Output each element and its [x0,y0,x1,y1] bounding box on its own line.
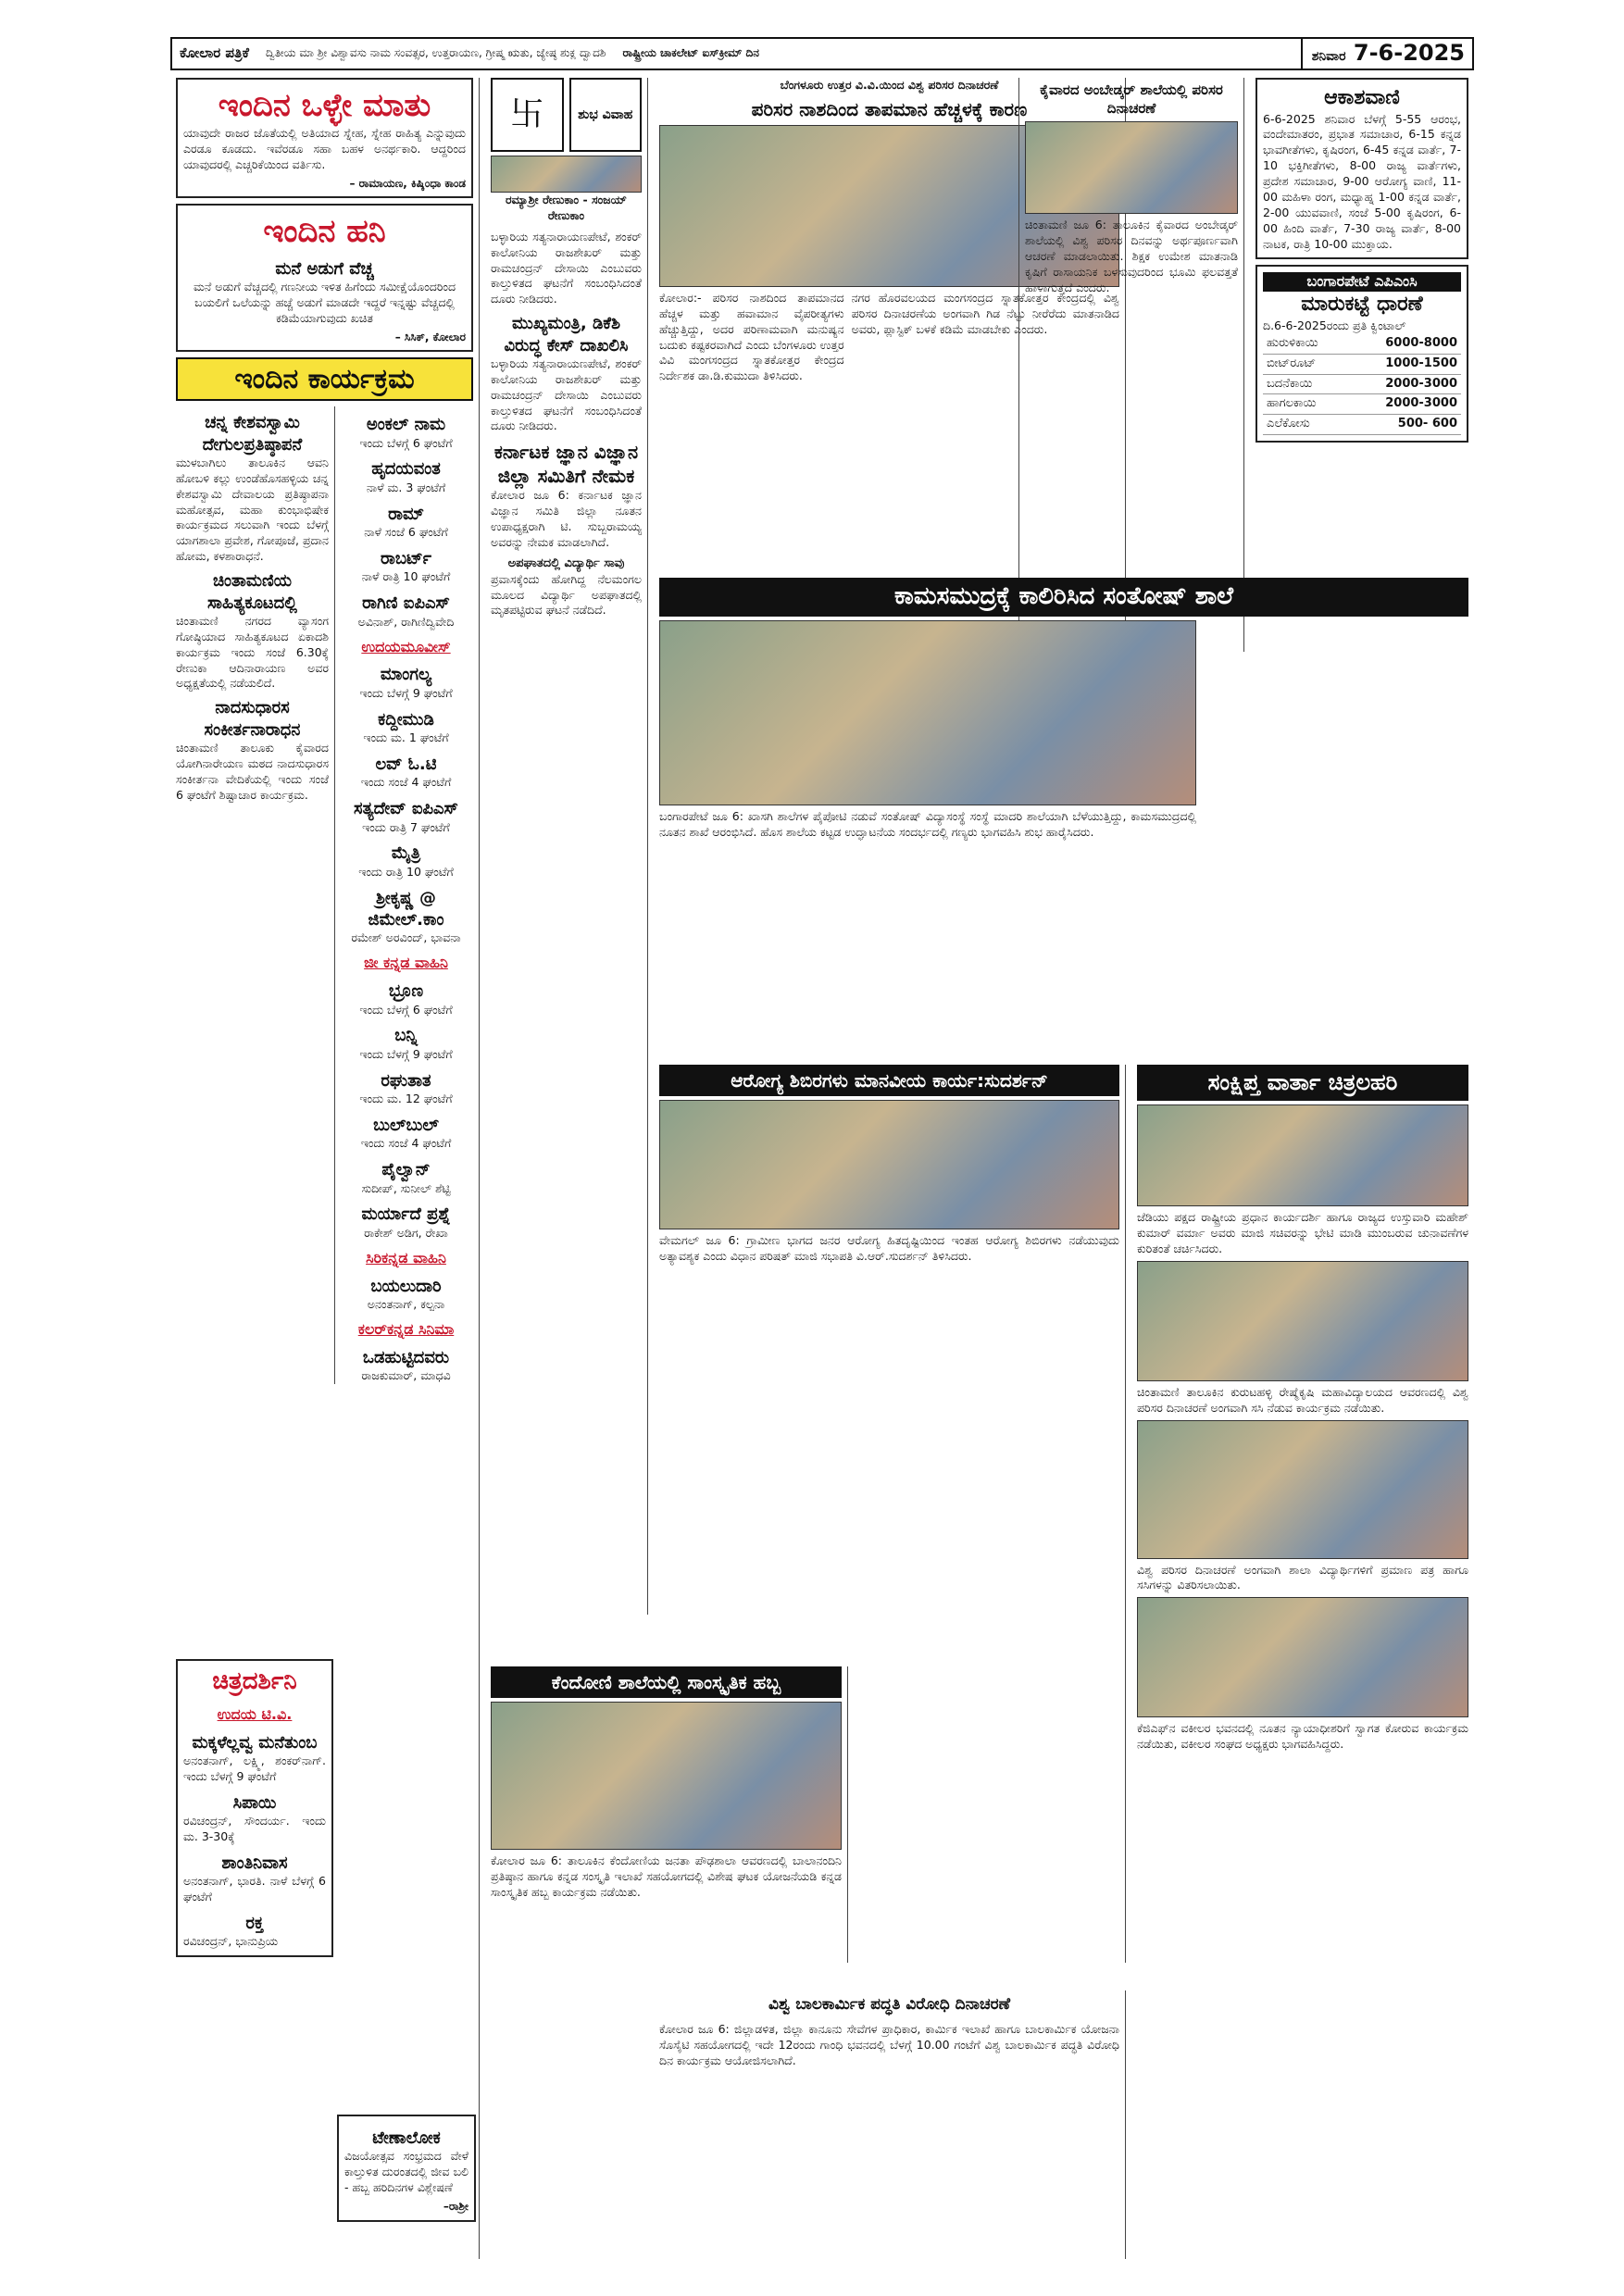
vishwa-story [654,1990,1126,2259]
text3-title: ಅಪಘಾತದಲ್ಲಿ ವಿದ್ಯಾರ್ಥಿ ಸಾವು [507,555,625,570]
market-price: 1000-1500 [1347,354,1461,374]
arogya-photo [659,1100,1119,1229]
channel-udaya-movies: ಉದಯಮೂವೀಸ್ [361,637,451,655]
show3-meta-0: ಇಂದು ಬೆಳಗ್ಗೆ 6 ಘಂಟೆಗೆ [359,1002,453,1017]
market-item: ಹುರುಳಿಕಾಯಿ [1263,334,1347,354]
show5-meta-0: ರಾಜಕುಮಾರ್, ಮಾಧವಿ [361,1367,451,1382]
chitra-box [176,1659,333,1957]
show2-meta-4: ಇಂದು ರಾತ್ರಿ 10 ಘಂಟೆಗೆ [358,864,454,879]
vartha-photo-1 [1137,1104,1468,1206]
market-table [1263,334,1461,435]
chitra-text1: ಅನಂತನಾಗ್, ಲಕ್ಷ್ಮಿ, ಶಂಕರ್‌ನಾಗ್. ಇಂದು ಬೆಳಗ್ಗೆ 9 ಘಂಟೆಗೆ [183,1753,326,1783]
paper-name: ಕೋಲಾರ ಪತ್ರಿಕೆ [180,44,249,62]
kamasamudra-photo [659,620,1196,805]
show4-title-0: ಬಯಲುದಾರಿ [370,1276,442,1296]
show-title-2: ರಾಮ್ [388,504,424,524]
show2-title-4: ಮೈತ್ರಿ [391,843,421,864]
kendonahalli-photo [491,1702,842,1850]
market-item: ಬದನೆಕಾಯಿ [1263,374,1347,394]
show-title-3: ರಾಬರ್ಟ್ [380,549,431,568]
show3-meta-1: ಇಂದು ಬೆಳಗ್ಗೆ 9 ಘಂಟೆಗೆ [359,1046,453,1061]
show3-meta-3: ಇಂದು ಸಂಜೆ 4 ಘಂಟೆಗೆ [360,1136,452,1151]
akashavani-title: ಆಕಾಶವಾಣಿ [1324,86,1400,109]
text2-body: ಕೋಲಾರ ಜೂ 6: ಕರ್ನಾಟಕ ಜ್ಞಾನ ವಿಜ್ಞಾನ ಸಮಿತಿ ಜಿಲ್ಲಾ ನೂತನ ಉಪಾಧ್ಯಕ್ಷರಾಗಿ ಟಿ. ಸುಬ್ಬರಾಮಯ್ಯ ಅವರನ್ನು ನೇಮಕ ಮಾಡಲಾಗಿದೆ. [491,488,642,549]
market-price: 2000-3000 [1347,374,1461,394]
show-title-1: ಹೃದಯವಂತ [371,459,441,480]
chitra-item2: ಸಿಪಾಯಿ [232,1792,277,1813]
chitra-title: ಚಿತ್ರದರ್ಶಿನಿ [212,1667,297,1695]
chitra-text4: ರವಿಚಂದ್ರನ್, ಭಾನುಪ್ರಿಯ [183,1934,279,1949]
channel-zee-kannada: ಜೀ ಕನ್ನಡ ವಾಹಿನಿ [364,954,448,972]
tele-author: –ರಾಶ್ರೀ [443,2200,468,2214]
vishwa-headline: ವಿಶ್ವ ಬಾಲಕಾರ್ಮಿಕ ಪದ್ಧತಿ ವಿರೋಧಿ ದಿನಾಚರಣೆ [768,1995,1011,2014]
show3-meta-5: ರಾಕೇಶ್ ಅಡಿಗ, ರೇಖಾ [364,1225,448,1240]
show2-meta-2: ಇಂದು ಸಂಜೆ 4 ಘಂಟೆಗೆ [360,775,452,790]
channel-siri-kannada: ಸಿರಿಕನ್ನಡ ವಾಹಿನಿ [366,1248,446,1267]
show3-title-5: ಮರ್ಯಾದೆ ಪ್ರಶ್ನೆ [361,1204,451,1225]
show3-title-2: ರಘುತಾತ [381,1070,431,1091]
show-title-0: ಅಂಕಲ್ ನಾಮ [366,415,446,435]
show5-title-0: ಒಡಹುಟ್ಟಿದವರು [362,1347,450,1367]
vartha-cap-4: ಕೆಜಿಎಫ್‌ನ ವಕೀಲರ ಭವನದಲ್ಲಿ ನೂತನ ನ್ಯಾಯಾಧೀಶರಿಗೆ ಸ್ವಾಗತ ಕೋರುವ ಕಾರ್ಯಕ್ರಮ ನಡೆಯಿತು, ವಕೀಲರ ಸಂಘದ ಅಧ್ಯಕ್ಷರು ಭಾಗವಹಿಸಿದ್ದರು. [1137,1721,1468,1752]
show3-title-1: ಬನ್ನಿ [394,1026,418,1046]
event-of-day: ರಾಷ್ಟ್ರೀಯ ಚಾಕಲೇಟ್ ಐಸ್‌ಕ್ರೀಮ್ ದಿನ [622,46,759,60]
market-price: 2000-3000 [1347,394,1461,415]
show-meta-1: ನಾಳೆ ಮ. 3 ಘಂಟೆಗೆ [366,480,446,494]
show2-title-1: ಕದ್ದೀಮುಡಿ [378,709,434,730]
program-sub1: ಚನ್ನ ಕೇಶವಸ್ವಾಮಿ ದೇಗುಲಪ್ರತಿಷ್ಠಾಪನೆ [202,413,303,455]
quote-author: – ರಾಮಾಯಣ, ಕಿಷ್ಕಿಂಧಾ ಕಾಂಡ [349,176,466,190]
tele-text: ವಿಜಯೋತ್ಸವ ಸಂಭ್ರಮದ ವೇಳೆ ಕಾಲ್ತುಳಿತ ದುರಂತದಲ್ಲಿ ಜೀವ ಬಲಿ - ಹಬ್ಬ ಹರಿದಿನಗಳ ವಿಶ್ಲೇಷಣೆ [344,2149,468,2195]
show-meta-2: ನಾಳೆ ಸಂಜೆ 6 ಘಂಟೆಗೆ [364,525,448,540]
market-item: ಎಲೆಕೋಸು [1263,415,1347,435]
hani-text: ಮನೆ ಅಡುಗೆ ವೆಚ್ಚದಲ್ಲಿ ಗಣನೀಯ ಇಳಿತ ಹಿಗೆಂದು ಸಮೀಕ್ಷೆಯೊಂದರಿಂದ ಬಯಲಿಗೆ ಒಲೆಯನ್ನು ಹಚ್ಚೆ ಅಡುಗೆ ಮಾಡದೇ ಇದ್ದರೆ ಇನ್ನಷ್ಟು ವೆಚ್ಚದಲ್ಲಿ ಕಡಿಮೆಯಾಗುವುದು ಖಚಿತ [193,279,456,325]
market-row [1263,415,1461,435]
akashavani-box [1255,78,1468,259]
program-text1: ಮುಳಬಾಗಿಲು ತಾಲೂಕಿನ ಆವನಿ ಹೋಬಳಿ ಕಲ್ಲು ಉಂಡೆಹೊಸಹಳ್ಳಿಯ ಚನ್ನ ಕೇಶವಸ್ವಾಮಿ ದೇವಾಲಯ ಪ್ರತಿಷ್ಠಾಪನಾ ಮಹೋತ್ಸವ, ಮಹಾ ಕುಂಭಾಭಿಷೇಕ ಕಾರ್ಯಕ್ರಮದ ಸಲುವಾಗಿ ಇಂದು ಬೆಳಗ್ಗೆ ಯಾಗಶಾಲಾ ಪ್ರವೇಶ, ಗೋಪೂಜೆ, ಪ್ರದಾನ ಹೋಮ, ಕಳಶಾರಾಧನೆ. [176,455,329,564]
day: ಶನಿವಾರ [1311,49,1346,65]
wedding-photo [491,156,642,193]
show2-title-2: ಲವ್ ಓ.ಟಿ [375,754,437,774]
quote-text: ಯಾವುದೇ ರಾಜರ ಜೊತೆಯಲ್ಲಿ ಅತಿಯಾದ ಸ್ನೇಹ, ಸ್ನೇಹ ರಾಹಿತ್ಯ ಎನ್ನುವುದು ಎರಡೂ ಕೂಡದು. ಇವೆರಡೂ ಸಹಾ ಬಹಳ ಅನರ್ಥಕಾರಿ. ಆದ್ದರಿಂದ ಯಾವುದರಲ್ಲಿ ಎಚ್ಚರಿಕೆಯಿಂದ ವರ್ತಿಸು. [183,126,466,171]
show3-title-4: ಪೈಲ್ವಾನ್ [381,1160,431,1180]
market-row [1263,394,1461,415]
ambedkar-story [1018,78,1244,652]
market-item: ಬೀಟ್‌ರೂಟ್ [1263,354,1347,374]
panchanga: ದ್ವಿತೀಯ ಮಾ ಶ್ರೀ ವಿಶ್ವಾವಸು ನಾಮ ಸಂವತ್ಸರ, ಉತ್ತರಾಯಣ, ಗ್ರೀಷ್ಮ ಋತು, ಜ್ಯೇಷ್ಠ ಶುಕ್ಲ ದ್ವಾದಶಿ [265,46,606,60]
masthead [170,37,1474,70]
program-text3: ಚಿಂತಾಮಣಿ ತಾಲೂಕು ಕೈವಾರದ ಯೋಗಿನಾರೇಯಣ ಮಠದ ನಾದಸುಧಾರಸ ಸಂಕೀರ್ತನಾ ವೇದಿಕೆಯಲ್ಲಿ ಇಂದು ಸಂಜೆ 6 ಘಂಟೆಗೆ ಶಿಷ್ಟಾಚಾರ ಕಾರ್ಯಕ್ರಮ. [176,741,329,802]
hani-subtitle: ಮನೆ ಅಡುಗೆ ವೆಚ್ಚ [275,258,374,279]
text1-body: ಬಳ್ಳಾರಿಯ ಸತ್ಯನಾರಾಯಣಪೇಟೆ, ಶಂಕರ್ ಕಾಲೋನಿಯ ರಾಜಶೇಖರ್ ಮತ್ತು ರಾಮಚಂದ್ರನ್ ದೇಸಾಯಿ ಎಂಬುವರು ಕಾಲ್ತುಳಿತದ ಘಟನೆಗೆ ಸಂಬಂಧಿಸಿದಂತೆ ದೂರು ನೀಡಿದರು. [491,229,642,306]
wedding-caption: ರಮ್ಯಾಶ್ರೀ ರೇಣುಕಾಂ - ಸಂಜಯ್ ರೇಣುಕಾಂ [505,193,628,222]
shubha-vivaha-logo: ಶುಭ ವಿವಾಹ [569,78,643,152]
show3-title-3: ಬುಲ್‌ಬುಲ್ [373,1115,439,1135]
text1-title: ಮುಖ್ಯಮಂತ್ರಿ, ಡಿಕೆಶಿ ವಿರುದ್ಧ ಕೇಸ್ ದಾಖಲಿಸಿ [504,314,629,356]
market-price: 500- 600 [1347,415,1461,435]
vartha-photo-3 [1137,1420,1468,1559]
text3-body: ಪ್ರವಾಸಕ್ಕೆಂದು ಹೋಗಿದ್ದ ನೆಲಮಂಗಲ ಮೂಲದ ವಿದ್ಯಾರ್ಥಿ ಅಪಘಾತದಲ್ಲಿ ಮೃತಪಟ್ಟಿರುವ ಘಟನೆ ನಡೆದಿದೆ. [491,571,642,618]
ambedkar-body: ಚಿಂತಾಮಣಿ ಜೂ 6: ತಾಲೂಕಿನ ಕೈವಾರದ ಅಂಬೇಡ್ಕರ್ ಶಾಲೆಯಲ್ಲಿ ವಿಶ್ವ ಪರಿಸರ ದಿನವನ್ನು ಅರ್ಥಪೂರ್ಣವಾಗಿ ಆಚರಣೆ ಮಾಡಲಾಯಿತು. ಶಿಕ್ಷಕ ಉಮೇಶ ಮಾತನಾಡಿ ಕೃಷಿಗೆ ರಾಸಾಯನಿಕ ಬಳಸುವುದರಿಂದ ಭೂಮಿ ಫಲವತ್ತತೆ ಹಾಳಾಗುತ್ತದೆ ಎಂದರು. [1025,218,1238,294]
hani-author: – ಸಿಸಿಕ್, ಕೋಲಾರ [394,330,466,343]
tele-title: ಟೇಣಾಲೋಕ [372,2128,441,2148]
top-body-2: ನಗರ ಹೊರವಲಯದ ಮಂಗಸಂದ್ರದ ಸ್ನಾತಕೋತ್ತರ ಕೇಂದ್ರದಲ್ಲಿ ವಿಶ್ವ ಪರಿಸರ ದಿನಾಚರಣೆಯ ಅಂಗವಾಗಿ ಗಿಡ ನೆಟ್ಟು ನೀರೆರೆದು ಮಾತನಾಡಿದ ಅವರು, ಪ್ಲಾಸ್ಟಿಕ್ ಬಳಕೆ ಕಡಿಮೆ ಮಾಡಬೇಕು ಎಂದರು. [851,290,1119,336]
quote-box [176,78,473,198]
chitra-item1: ಮಕ್ಕಳೆಲ್ಲವ್ವ ಮನೆತುಂಬ [192,1732,318,1753]
show-meta-0: ಇಂದು ಬೆಳಗ್ಗೆ 6 ಘಂಟೆಗೆ [359,435,453,450]
column-3 [485,78,648,1615]
show4-meta-0: ಅನಂತನಾಗ್, ಕಲ್ಪನಾ [367,1296,445,1311]
text1-body-cont: ಬಳ್ಳಾರಿಯ ಸತ್ಯನಾರಾಯಣಪೇಟೆ, ಶಂಕರ್ ಕಾಲೋನಿಯ ರಾಜಶೇಖರ್ ಮತ್ತು ರಾಮಚಂದ್ರನ್ ದೇಸಾಯಿ ಎಂಬುವರು ಕಾಲ್ತುಳಿತದ ಘಟನೆಗೆ ಸಂಬಂಧಿಸಿದಂತೆ ದೂರು ನೀಡಿದರು. [491,356,642,433]
date: 7-6-2025 [1353,40,1465,67]
program-sub2: ಚಿಂತಾಮಣಿಯ ಸಾಹಿತ್ಯಕೂಟದಲ್ಲಿ [207,571,297,613]
show2-meta-1: ಇಂದು ಮ. 1 ಘಂಟೆಗೆ [363,730,449,744]
show-meta-3: ನಾಳೆ ರಾತ್ರಿ 10 ಘಂಟೆಗೆ [361,569,451,584]
show-title-4: ರಾಗಿಣಿ ಐಪಿಎಸ್ [362,593,450,614]
chitra-text3: ಅನಂತನಾಗ್, ಭಾರತಿ. ನಾಳೆ ಬೆಳಗ್ಗೆ 6 ಘಂಟೆಗೆ [183,1874,326,1904]
show2-title-0: ಮಾಂಗಲ್ಯ [380,665,432,685]
date-line [1301,39,1465,68]
show2-meta-0: ಇಂದು ಬೆಳಗ್ಗೆ 9 ಘಂಟೆಗೆ [359,685,453,700]
vartha-cap-2: ಚಿಂತಾಮಣಿ ತಾಲೂಕಿನ ಕುರುಟಹಳ್ಳಿ ರೇಷ್ಮೆಕೃಷಿ ಮಹಾವಿದ್ಯಾಲಯದ ಆವರಣದಲ್ಲಿ ವಿಶ್ವ ಪರಿಸರ ದಿನಾಚರಣೆ ಅಂಗವಾಗಿ ಸಸಿ ನೆಡುವ ಕಾರ್ಯಕ್ರಮ ನಡೆಯಿತು. [1137,1384,1468,1415]
kamasamudra-story [654,578,1474,1059]
top-headline: ಪರಿಸರ ನಾಶದಿಂದ ತಾಪಮಾನ ಹೆಚ್ಚಳಕ್ಕೆ ಕಾರಣ [751,97,1028,120]
akashavani-body: 6-6-2025 ಶನಿವಾರ ಬೆಳಗ್ಗೆ 5-55 ಆರಂಭ, ವಂದೇಮಾತರಂ, ಪ್ರಭಾತ ಸಮಾಚಾರ, 6-15 ಕನ್ನಡ ಭಾವಗೀತೆಗಳು, ಕೃಷಿರಂಗ, 6-45 ಕನ್ನಡ ವಾರ್ತೆ, 7-10 ಭಕ್ತಿಗೀತೆಗಳು, 8-00 ರಾಜ್ಯ ವಾರ್ತೆಗಳು, ಪ್ರದೇಶ ಸಮಾಚಾರ, 9-00 ಆರೋಗ್ಯ ವಾಣಿ, 11-00 ಮಹಿಳಾ ರಂಗ, ಮಧ್ಯಾಹ್ನ 1-00 ಕನ್ನಡ ವಾರ್ತೆ, 2-00 ಯುವವಾಣಿ, ಸಂಜೆ 5-00 ಕೃಷಿರಂಗ, 6-00 ಹಿಂದಿ ವಾರ್ತೆ, 7-30 ರಾಜ್ಯ ವಾರ್ತೆ, 8-00 ನಾಟಕ, ರಾತ್ರಿ 10-00 ಮುಕ್ತಾಯ. [1263,111,1461,251]
chitra-item4: ರಕ್ತ [245,1914,264,1934]
wedding-header [491,78,642,152]
vartha-photo-2 [1137,1261,1468,1381]
market-price: 6000-8000 [1347,334,1461,354]
quote-title: ಇಂದಿನ ಒಳ್ಳೇ ಮಾತು [218,87,431,124]
hani-box [176,204,473,352]
swastika-icon: 卐 [491,78,564,152]
program-left [176,406,329,1384]
kamasamudra-body: ಬಂಗಾರಪೇಟೆ ಜೂ 6: ಖಾಸಗಿ ಶಾಲೆಗಳ ಪೈಪೋಟಿ ನಡುವೆ ಸಂತೋಷ್ ವಿದ್ಯಾಸಂಸ್ಥೆ ಸಂಸ್ಥೆ ಮಾದರಿ ಶಾಲೆಯಾಗಿ ಬೆಳೆಯುತ್ತಿದ್ದು, ಕಾಮಸಮುದ್ರದಲ್ಲಿ ನೂತನ ಶಾಖೆ ಆರಂಭಿಸಿದೆ. ಹೊಸ ಶಾಲೆಯ ಕಟ್ಟಡ ಉದ್ಘಾಟನೆಯ ಸಂದರ್ಭದಲ್ಲಿ ಗಣ್ಯರು ಭಾಗವಹಿಸಿ ಶುಭ ಹಾರೈಸಿದರು. [659,808,1196,839]
program-section [176,406,473,1384]
kendonahalli-story [485,1666,848,1963]
ambedkar-photo [1025,121,1238,214]
text2-title: ಕರ್ನಾಟಕ ಜ್ಞಾನ ವಿಜ್ಞಾನ ಜಿಲ್ಲಾ ಸಮಿತಿಗೆ ನೇಮಕ [493,441,639,488]
market-date: ದಿ.6-6-2025ರಂದು ಪ್ರತಿ ಕ್ವಿಂಟಾಲ್ [1263,318,1406,332]
arogya-headline: ಆರೋಗ್ಯ ಶಿಬಿರಗಳು ಮಾನವೀಯ ಕಾರ್ಯ:ಸುದರ್ಶನ್ [659,1065,1119,1096]
program-sub3: ನಾದಸುಧಾರಸ ಸಂಕೀರ್ತನಾರಾಧನ [204,698,301,740]
vartha-cap-3: ವಿಶ್ವ ಪರಿಸರ ದಿನಾಚರಣೆ ಅಂಗವಾಗಿ ಶಾಲಾ ವಿದ್ಯಾರ್ಥಿಗಳಿಗೆ ಪ್ರಮಾಣ ಪತ್ರ ಹಾಗೂ ಸಸಿಗಳನ್ನು ವಿತರಿಸಲಾಯಿತು. [1137,1562,1468,1592]
vishwa-body: ಕೋಲಾರ ಜೂ 6: ಜಿಲ್ಲಾಡಳಿತ, ಜಿಲ್ಲಾ ಕಾನೂನು ಸೇವೆಗಳ ಪ್ರಾಧಿಕಾರ, ಕಾರ್ಮಿಕ ಇಲಾಖೆ ಹಾಗೂ ಬಾಲಕಾರ್ಮಿಕ ಯೋಜನಾ ಸೊಸೈಟಿ ಸಹಯೋಗದಲ್ಲಿ ಇದೇ 12ರಂದು ಗಾಂಧಿ ಭವನದಲ್ಲಿ ಬೆಳಗ್ಗೆ 10.00 ಗಂಟೆಗೆ ವಿಶ್ವ ಬಾಲಕಾರ್ಮಿಕ ಪದ್ಧತಿ ವಿರೋಧಿ ದಿನ ಕಾರ್ಯಕ್ರಮ ಆಯೋಜಿಸಲಾಗಿದೆ. [659,2022,1119,2067]
vartha-photo-4 [1137,1597,1468,1717]
vartha-headline: ಸಂಕ್ಷಿಪ್ತ ವಾರ್ತಾ ಚಿತ್ರಲಹರಿ [1137,1065,1468,1101]
market-row [1263,334,1461,354]
show2-title-5: ಶ್ರೀಕೃಷ್ಣ @ ಜಿಮೇಲ್.ಕಾಂ [368,888,444,930]
chitra-channel: ಉದಯ ಟಿ.ವಿ. [217,1704,293,1723]
ambedkar-headline: ಕೈವಾರದ ಅಂಬೇಡ್ಕರ್ ಶಾಲೆಯಲ್ಲಿ ಪರಿಸರ ದಿನಾಚರಣೆ [1040,81,1223,117]
show3-title-0: ಭ್ರೂಣ [388,981,424,1002]
market-title: ಮಾರುಕಟ್ಟೆ ಧಾರಣೆ [1301,293,1423,317]
kendonahalli-body: ಕೋಲಾರ ಜೂ 6: ತಾಲೂಕಿನ ಕೆಂದೋಣಿಯ ಜನತಾ ಪೌಢಶಾಲಾ ಆವರಣದಲ್ಲಿ ಬಾಲಾನಂದಿನಿ ಪ್ರತಿಷ್ಠಾನ ಹಾಗೂ ಕನ್ನಡ ಸಂಸ್ಕೃತಿ ಇಲಾಖೆ ಸಹಯೋಗದಲ್ಲಿ ವಿಶೇಷ ಘಟಕ ಯೋಜನೆಯಡಿ ಕನ್ನಡ ಸಾಂಸ್ಕೃತಿಕ ಹಬ್ಬ ಕಾರ್ಯಕ್ರಮ ನಡೆಯಿತು. [491,1853,842,1899]
tele-box [337,2115,476,2222]
market-box [1255,265,1468,443]
program-text2: ಚಿಂತಾಮಣಿ ನಗರದ ವ್ಯಾಸಂಗ ಗೋಷ್ಠಿಯಾದ ಸಾಹಿತ್ಯಕೂಟದ ಏಕಾದಶಿ ಕಾರ್ಯಕ್ರಮ ಇಂದು ಸಂಜೆ 6.30ಕ್ಕೆ ರೇಣುಕಾ ಆದಿನಾರಾಯಣ ಅವರ ಅಧ್ಯಕ್ಷತೆಯಲ್ಲಿ ನಡೆಯಲಿದೆ. [176,613,329,691]
column-1 [170,78,480,2259]
market-item: ಹಾಗಲಕಾಯಿ [1263,394,1347,415]
tv-listings [334,406,473,1384]
market-location: ಬಂಗಾರಪೇಟೆ ಎಪಿಎಂಸಿ [1263,272,1461,292]
show3-meta-4: ಸುದೀಪ್, ಸುನೀಲ್ ಶೆಟ್ಟಿ [361,1180,451,1195]
show2-meta-5: ರಮೇಶ್ ಅರವಿಂದ್, ಭಾವನಾ [351,930,461,945]
market-row [1263,374,1461,394]
market-row [1263,354,1461,374]
chitra-text2: ರವಿಚಂದ್ರನ್, ಸೌಂದರ್ಯ. ಇಂದು ಮ. 3-30ಕ್ಕೆ [183,1814,326,1843]
chitra-item3: ಶಾಂತಿನಿವಾಸ [221,1853,288,1873]
arogya-body: ವೇಮಗಲ್ ಜೂ 6: ಗ್ರಾಮೀಣ ಭಾಗದ ಜನರ ಆರೋಗ್ಯ ಹಿತದೃಷ್ಟಿಯಿಂದ ಇಂತಹ ಆರೋಗ್ಯ ಶಿಬಿರಗಳು ನಡೆಯುವುದು ಅತ್ಯಾವಶ್ಯಕ ಎಂದು ವಿಧಾನ ಪರಿಷತ್ ಮಾಜಿ ಸಭಾಪತಿ ವಿ.ಆರ್.ಸುದರ್ಶನ್ ತಿಳಿಸಿದರು. [659,1233,1119,1263]
kamasamudra-headline: ಕಾಮಸಮುದ್ರಕ್ಕೆ ಕಾಲಿರಿಸಿದ ಸಂತೋಷ್ ಶಾಲೆ [659,578,1468,617]
vartha-section [1131,1065,1474,2259]
show2-title-3: ಸತ್ಯದೇವ್ ಐಪಿಎಸ್ [354,799,458,819]
hani-title: ಇಂದಿನ ಹನಿ [263,213,386,251]
vartha-cap-1: ಜೆಡಿಯು ಪಕ್ಷದ ರಾಷ್ಟ್ರೀಯ ಪ್ರಧಾನ ಕಾರ್ಯದರ್ಶಿ ಹಾಗೂ ರಾಜ್ಯದ ಉಸ್ತುವಾರಿ ಮಹೇಶ್ ಕುಮಾರ್ ವರ್ಮಾ ಅವರು ಮಾಜಿ ಸಚಿವರನ್ನು ಭೇಟಿ ಮಾಡಿ ಮುಂಬರುವ ಚುನಾವಣೆಗಳ ಕುರಿತಂತೆ ಚರ್ಚಿಸಿದರು. [1137,1210,1468,1255]
show2-meta-3: ಇಂದು ರಾತ್ರಿ 7 ಘಂಟೆಗೆ [362,819,450,834]
top-body-1: ಕೋಲಾರ:- ಪರಿಸರ ನಾಶದಿಂದ ತಾಪಮಾನದ ಹೆಚ್ಚಳ ಮತ್ತು ಹವಾಮಾನ ವೈಪರೀತ್ಯಗಳು ಹೆಚ್ಚುತ್ತಿದ್ದು, ಅದರ ಪರಿಣಾಮವಾಗಿ ಮನುಷ್ಯನ ಬದುಕು ಕಷ್ಟಕರವಾಗಿದೆ ಎಂದು ಬೆಂಗಳೂರು ಉತ್ತರ ವಿವಿ ಮಂಗಸಂದ್ರದ ಸ್ನಾತಕೋತ್ತರ ಕೇಂದ್ರದ ನಿರ್ದೇಶಕ ಡಾ.ಡಿ.ಕುಮುದಾ ತಿಳಿಸಿದರು. [659,290,844,383]
top-kicker: ಬೆಂಗಳೂರು ಉತ್ತರ ವಿ.ವಿ.ಯಿಂದ ವಿಶ್ವ ಪರಿಸರ ದಿನಾಚರಣೆ [780,78,999,92]
kendonahalli-headline: ಕೆಂದೋಣಿ ಶಾಲೆಯಲ್ಲಿ ಸಾಂಸ್ಕೃತಿಕ ಹಬ್ಬ [491,1666,842,1698]
show3-meta-2: ಇಂದು ಮ. 12 ಘಂಟೆಗೆ [359,1092,453,1106]
show-meta-4: ಅವಿನಾಶ್, ರಾಗಿಣಿದ್ವಿವೇದಿ [357,614,455,629]
program-title: ಇಂದಿನ ಕಾರ್ಯಕ್ರಮ [176,357,473,401]
channel-colors-kannada: ಕಲರ್‌ಕನ್ನಡ ಸಿನಿಮಾ [357,1319,455,1338]
